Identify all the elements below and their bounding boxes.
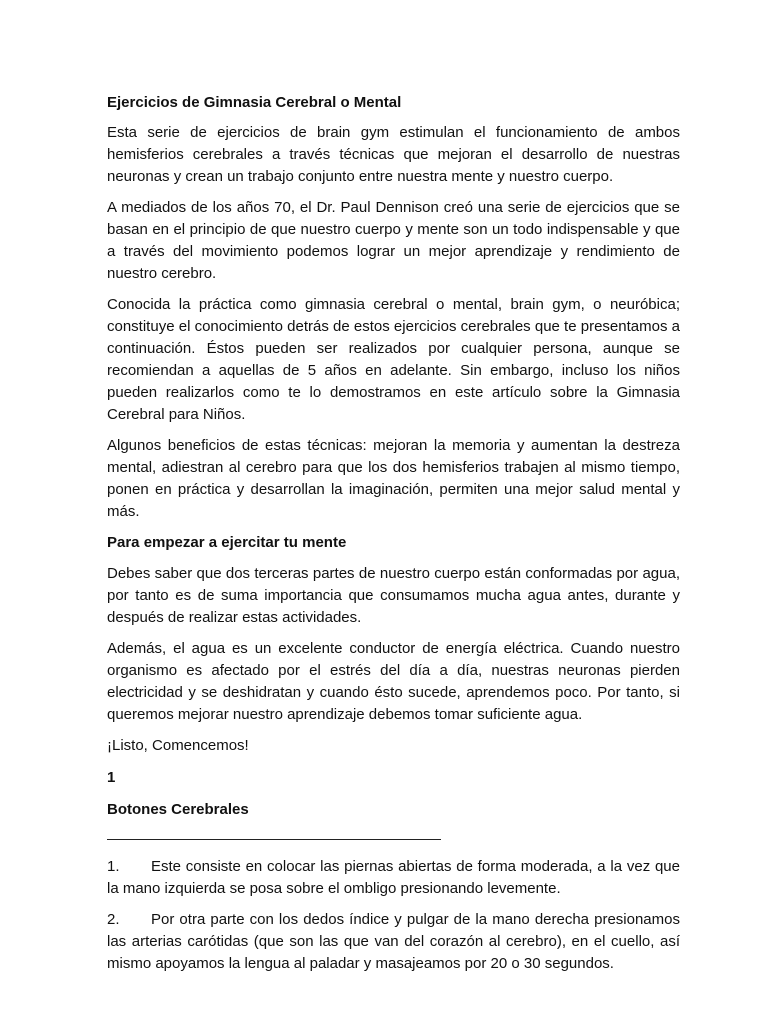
step-item-2 [107, 909, 680, 975]
step-number-1: 1. [107, 858, 120, 875]
intro-paragraph-1: Esta serie de ejercicios de brain gym estimulan el funcionamiento de ambos hemisferios cerebrales a través técnicas que mejoran el desarrollo de nuestras neuronas y crean un trabajo conjunto entre nuestra mente y nuestro cuerpo. [107, 124, 680, 185]
intro-paragraph-2: A mediados de los años 70, el Dr. Paul Dennison creó una serie de ejercicios que se basan en el principio de que nuestro cuerpo y mente son un todo indispensable y que a través del movimiento podemos lograr un mejor aprendizaje y rendimiento de nuestro cerebro. [107, 199, 680, 282]
exercise-number: 1 [107, 769, 116, 786]
step-text-1: Este consiste en colocar las piernas abiertas de forma moderada, a la vez que la mano izquierda se posa sobre el ombligo presionando levemente. [107, 858, 680, 897]
exercise-title: Botones Cerebrales [107, 801, 249, 818]
intro-paragraph-4: Algunos beneficios de estas técnicas: mejoran la memoria y aumentan la destreza mental, adiestran al cerebro para que los dos hemisferios trabajen al mismo tiempo, ponen en práctica y desarrollan la imaginación, permiten una mejor salud mental y más. [107, 437, 680, 520]
start-paragraph-2: Además, el agua es un excelente conductor de energía eléctrica. Cuando nuestro organismo es afectado por el estrés del día a día, nuestras neuronas pierden electricidad y se deshidratan y cuando ésto sucede, aprendemos poco. Por tanto, si queremos mejorar nuestro aprendizaje debemos tomar suficiente agua. [107, 640, 680, 723]
section-subheading: Para empezar a ejercitar tu mente [107, 534, 347, 551]
step-item-1 [107, 856, 680, 900]
intro-paragraph-3: Conocida la práctica como gimnasia cerebral o mental, brain gym, o neuróbica; constituye el conocimiento detrás de estos ejercicios cerebrales que te presentamos a continuación. Éstos pueden ser realizados por cualquier persona, aunque se recomiendan a aquellas de 5 años en adelante. Sin embargo, incluso los niños pueden realizarlos como te lo demostramos en este artículo sobre la Gimnasia Cerebral para Niños. [107, 296, 680, 423]
horizontal-rule [107, 839, 441, 840]
document-title: Ejercicios de Gimnasia Cerebral o Mental [107, 94, 402, 111]
start-paragraph-3: ¡Listo, Comencemos! [107, 737, 249, 754]
step-number-2: 2. [107, 911, 120, 928]
start-paragraph-1: Debes saber que dos terceras partes de nuestro cuerpo están conformadas por agua, por tanto es de suma importancia que consumamos mucha agua antes, durante y después de realizar estas actividades. [107, 565, 680, 626]
step-text-2: Por otra parte con los dedos índice y pulgar de la mano derecha presionamos las arterias carótidas (que son las que van del corazón al cerebro), en el cuello, así mismo apoyamos la lengua al paladar y masajeamos por 20 o 30 segundos. [107, 911, 680, 972]
